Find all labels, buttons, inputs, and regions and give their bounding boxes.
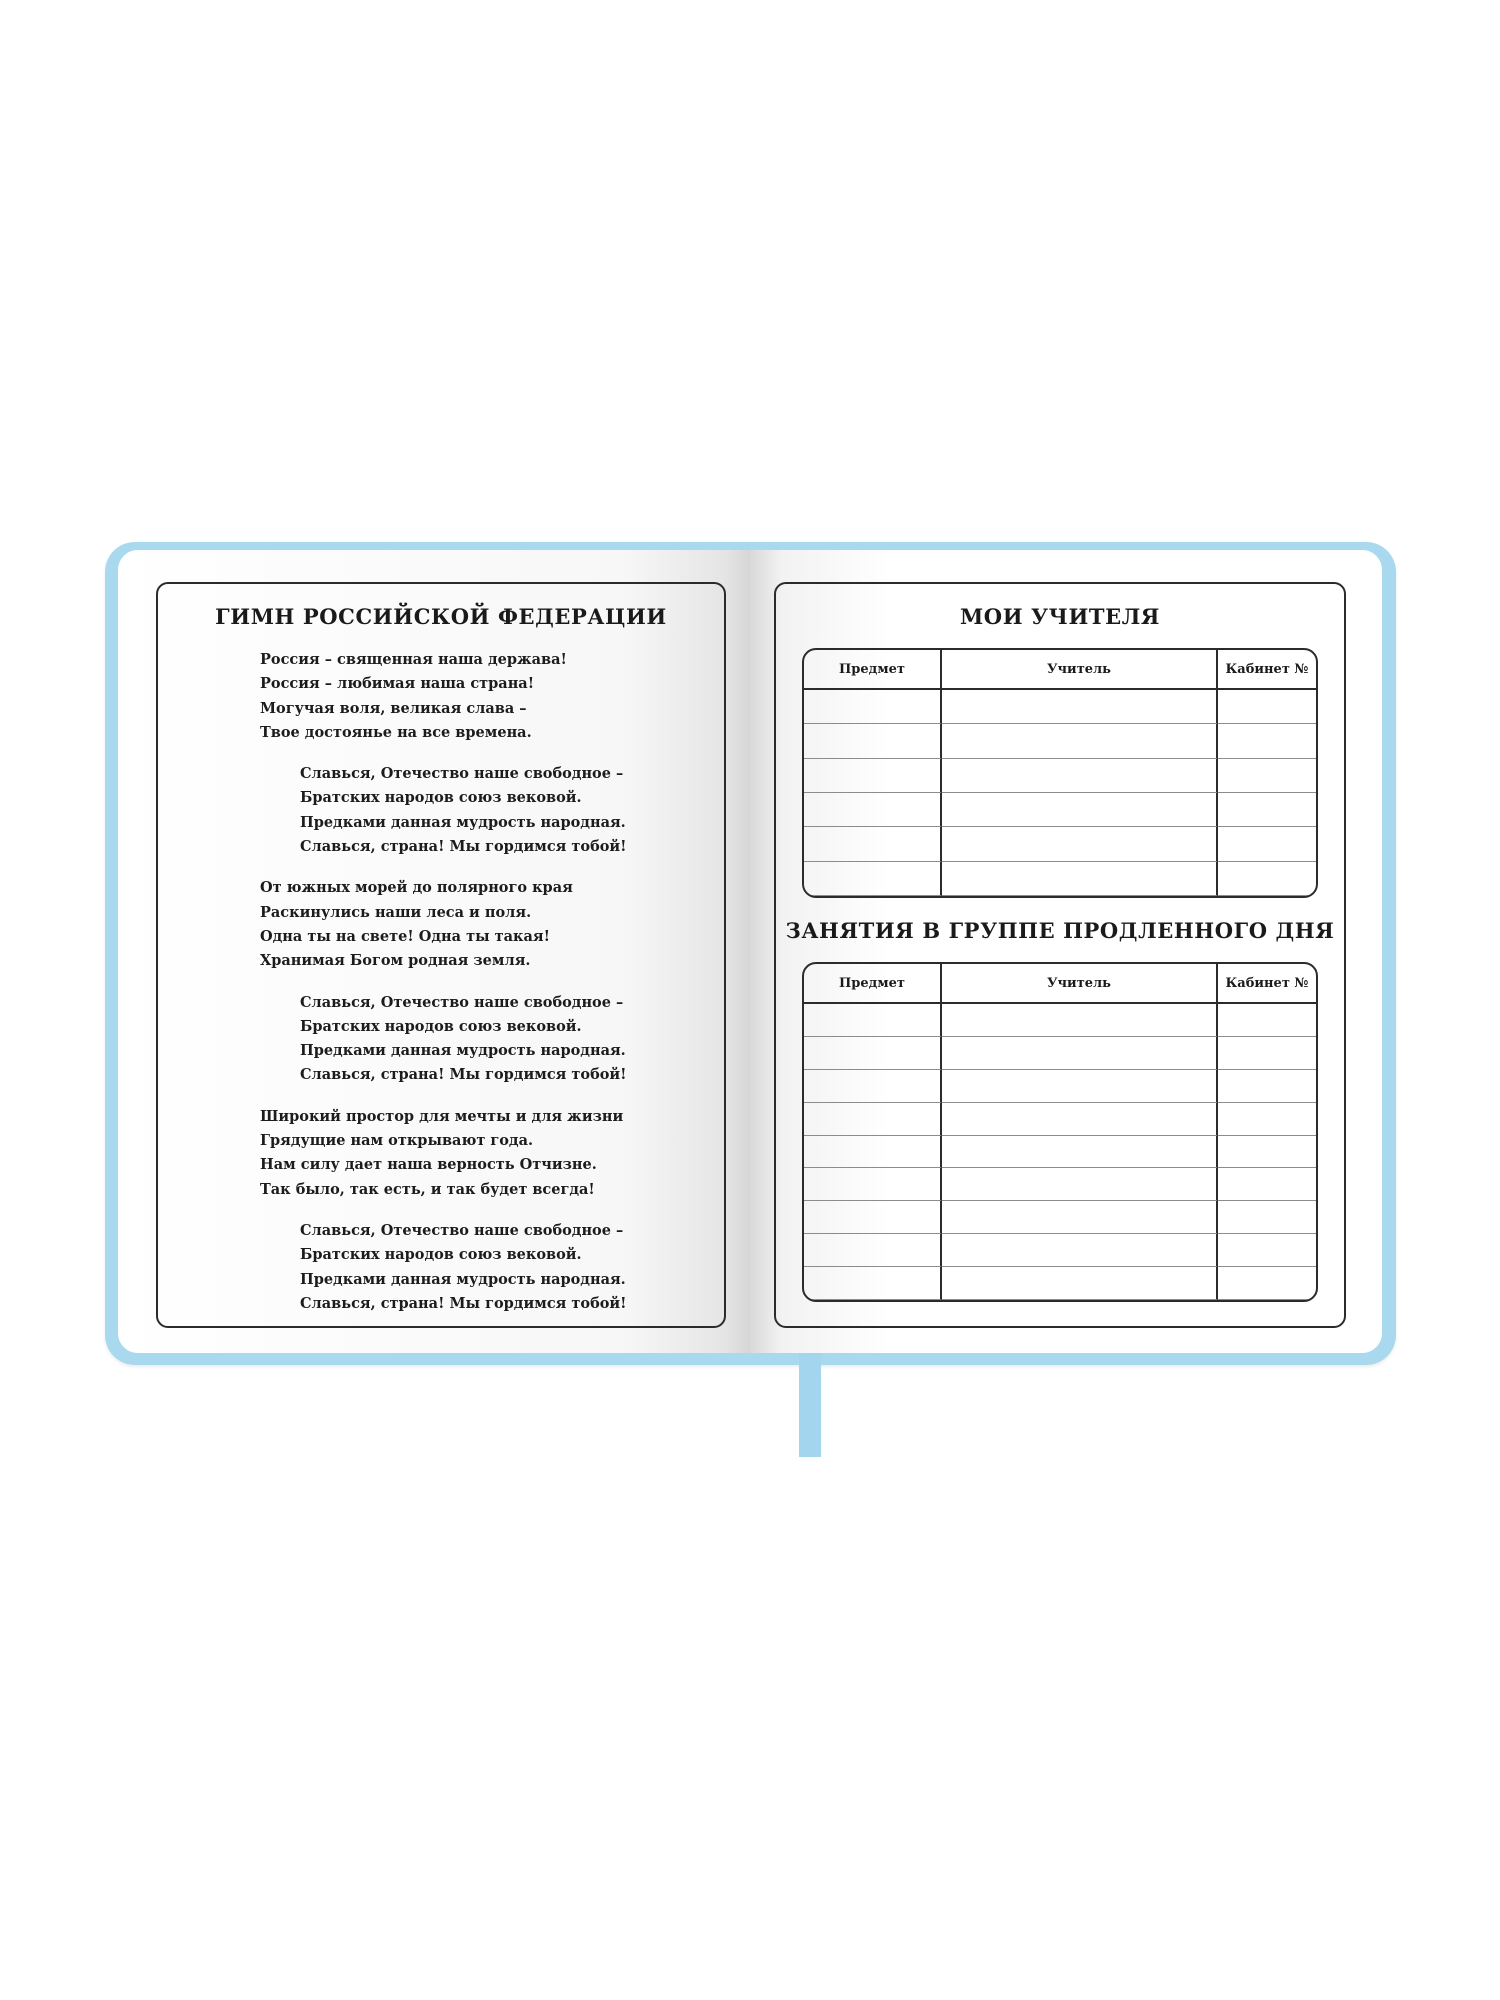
anthem-line: Могучая воля, великая слава – <box>260 699 527 717</box>
subject-cell[interactable] <box>804 1201 942 1234</box>
teacher-cell[interactable] <box>942 724 1218 758</box>
column-header-room: Кабинет № <box>1218 650 1316 690</box>
subject-cell[interactable] <box>804 1103 942 1136</box>
room-cell[interactable] <box>1218 827 1316 861</box>
column-header-teacher: Учитель <box>942 964 1218 1004</box>
anthem-line: Славься, страна! Мы гордимся тобой! <box>300 1294 627 1312</box>
teacher-cell[interactable] <box>942 1234 1218 1267</box>
teacher-cell[interactable] <box>942 1168 1218 1201</box>
teacher-cell[interactable] <box>942 827 1218 861</box>
table-row <box>804 1168 1316 1201</box>
column-header-room: Кабинет № <box>1218 964 1316 1004</box>
subject-cell[interactable] <box>804 1136 942 1169</box>
anthem-line: Предками данная мудрость народная. <box>300 813 626 831</box>
table-row <box>804 759 1316 793</box>
extended-day-title: ЗАНЯТИЯ В ГРУППЕ ПРОДЛЕННОГО ДНЯ <box>785 918 1335 943</box>
room-cell[interactable] <box>1218 759 1316 793</box>
table-row <box>804 1234 1316 1267</box>
subject-cell[interactable] <box>804 827 942 861</box>
table-row <box>804 1201 1316 1234</box>
room-cell[interactable] <box>1218 724 1316 758</box>
anthem-line: Широкий простор для мечты и для жизни <box>260 1107 624 1125</box>
extended-day-table <box>802 962 1318 1302</box>
anthem-line: Братских народов союз вековой. <box>300 1017 582 1035</box>
teacher-cell[interactable] <box>942 1070 1218 1103</box>
anthem-text <box>260 648 627 1333</box>
anthem-verse <box>260 876 627 973</box>
anthem-title: ГИМН РОССИЙСКОЙ ФЕДЕРАЦИИ <box>215 604 667 629</box>
table-row <box>804 690 1316 724</box>
teachers-frame <box>774 582 1346 1328</box>
teacher-cell[interactable] <box>942 1103 1218 1136</box>
room-cell[interactable] <box>1218 793 1316 827</box>
subject-cell[interactable] <box>804 724 942 758</box>
subject-cell[interactable] <box>804 690 942 724</box>
table-row <box>804 1004 1316 1037</box>
anthem-line: Одна ты на свете! Одна ты такая! <box>260 927 550 945</box>
column-header-subject: Предмет <box>804 650 942 690</box>
subject-cell[interactable] <box>804 862 942 896</box>
teacher-cell[interactable] <box>942 1004 1218 1037</box>
anthem-line: Славься, страна! Мы гордимся тобой! <box>300 838 627 856</box>
table-row <box>804 1070 1316 1103</box>
anthem-line: Славься, Отечество наше свободное – <box>300 765 624 783</box>
table-row <box>804 793 1316 827</box>
anthem-line: Твое достоянье на все времена. <box>260 723 532 741</box>
anthem-chorus <box>260 991 627 1088</box>
anthem-line: Братских народов союз вековой. <box>300 789 582 807</box>
column-header-teacher: Учитель <box>942 650 1218 690</box>
anthem-line: Хранимая Богом родная земля. <box>260 952 531 970</box>
room-cell[interactable] <box>1218 1168 1316 1201</box>
subject-cell[interactable] <box>804 1070 942 1103</box>
teacher-cell[interactable] <box>942 690 1218 724</box>
column-header-subject: Предмет <box>804 964 942 1004</box>
anthem-line: Раскинулись наши леса и поля. <box>260 903 532 921</box>
room-cell[interactable] <box>1218 1004 1316 1037</box>
subject-cell[interactable] <box>804 1234 942 1267</box>
room-cell[interactable] <box>1218 1136 1316 1169</box>
anthem-line: Россия – любимая наша страна! <box>260 675 535 693</box>
teacher-cell[interactable] <box>942 1037 1218 1070</box>
anthem-line: Грядущие нам открывают года. <box>260 1132 534 1150</box>
subject-cell[interactable] <box>804 1004 942 1037</box>
anthem-line: Славься, Отечество наше свободное – <box>300 993 624 1011</box>
table-row <box>804 827 1316 861</box>
subject-cell[interactable] <box>804 1168 942 1201</box>
subject-cell[interactable] <box>804 793 942 827</box>
anthem-line: Предками данная мудрость народная. <box>300 1270 626 1288</box>
table-row <box>804 1037 1316 1070</box>
subject-cell[interactable] <box>804 1037 942 1070</box>
table-row <box>804 724 1316 758</box>
anthem-line: Братских народов союз вековой. <box>300 1246 582 1264</box>
table-row <box>804 1267 1316 1300</box>
anthem-verse <box>260 648 627 745</box>
teacher-cell[interactable] <box>942 759 1218 793</box>
bookmark-ribbon <box>799 1345 821 1457</box>
teacher-cell[interactable] <box>942 1136 1218 1169</box>
anthem-line: Так было, так есть, и так будет всегда! <box>260 1180 595 1198</box>
anthem-line: Предками данная мудрость народная. <box>300 1042 626 1060</box>
anthem-line: Славься, страна! Мы гордимся тобой! <box>300 1066 627 1084</box>
table-row <box>804 1103 1316 1136</box>
teachers-title: МОИ УЧИТЕЛЯ <box>959 604 1161 629</box>
anthem-line: Нам силу дает наша верность Отчизне. <box>260 1156 597 1174</box>
anthem-line: Россия – священная наша держава! <box>260 651 567 668</box>
teacher-cell[interactable] <box>942 862 1218 896</box>
anthem-frame <box>156 582 726 1328</box>
table-row <box>804 862 1316 896</box>
table-row <box>804 1136 1316 1169</box>
room-cell[interactable] <box>1218 1103 1316 1136</box>
teachers-table-body <box>804 690 1316 896</box>
room-cell[interactable] <box>1218 1070 1316 1103</box>
subject-cell[interactable] <box>804 759 942 793</box>
room-cell[interactable] <box>1218 690 1316 724</box>
teacher-cell[interactable] <box>942 793 1218 827</box>
room-cell[interactable] <box>1218 1037 1316 1070</box>
room-cell[interactable] <box>1218 1234 1316 1267</box>
open-spread <box>118 550 1382 1353</box>
anthem-verse <box>260 1105 627 1202</box>
anthem-line: Славься, Отечество наше свободное – <box>300 1221 624 1239</box>
room-cell[interactable] <box>1218 862 1316 896</box>
anthem-line: От южных морей до полярного края <box>260 879 573 897</box>
anthem-chorus <box>260 1219 627 1316</box>
teachers-table <box>802 648 1318 898</box>
room-cell[interactable] <box>1218 1267 1316 1300</box>
anthem-chorus <box>260 762 627 859</box>
subject-cell[interactable] <box>804 1267 942 1300</box>
room-cell[interactable] <box>1218 1201 1316 1234</box>
teacher-cell[interactable] <box>942 1201 1218 1234</box>
teacher-cell[interactable] <box>942 1267 1218 1300</box>
extended-day-table-body <box>804 1004 1316 1300</box>
